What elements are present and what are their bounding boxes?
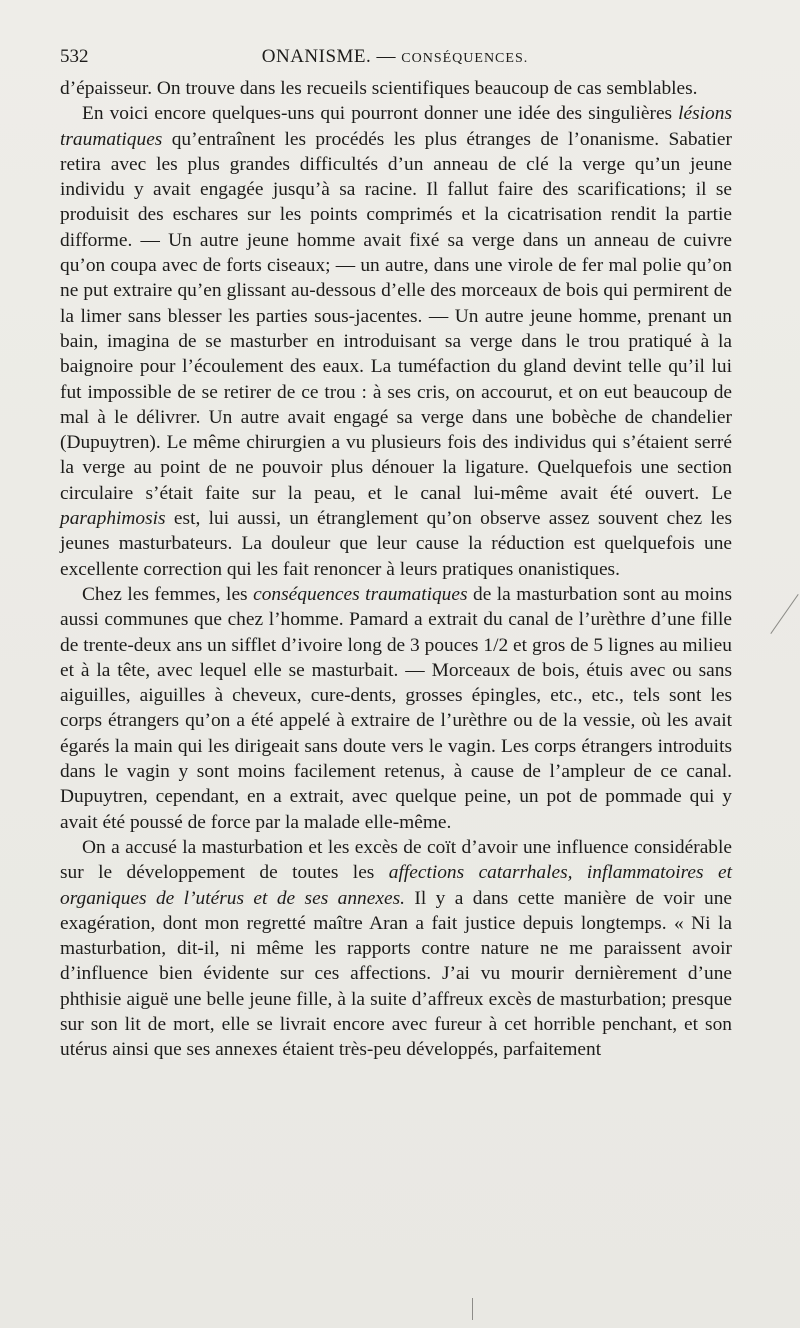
text-run: de la masturbation sont au moins aussi communes que chez l’homme. Pamard a extrait du canal de l’urèthre d’une fille de trente-deux ans un sifflet d’ivoire long de 3 pouces 1/2 et gros de 5 lignes au milieu et à la tête, avec lequel elle se masturbait. — Morceaux de bois, étuis avec ou sans aiguilles, aiguilles à cheveux, cure-dents, grosses épingles, etc., etc., tels sont les corps étrangers qu’on a été appelé à extraire de l’urèthre ou de la vessie, où les avait égarés la main qui les dirigeait sans doute vers le vagin. Les corps étrangers introduits dans le vagin y sont moins facilement retenus, à cause de l’ampleur de ce canal. Dupuytren, cependant, en a extrait, avec quelque peine, un pot de pommade qui y avait été poussé de force par la malade elle-même. bbox=[60, 583, 732, 833]
paragraph-uterine-affections bbox=[60, 835, 732, 1063]
italic-term: conséquences traumatiques bbox=[253, 583, 468, 605]
paragraph-traumatic-lesions bbox=[60, 101, 732, 582]
italic-term: lésions traumatiques bbox=[60, 103, 732, 150]
running-title bbox=[60, 44, 730, 72]
italic-term: paraphimosis bbox=[60, 508, 166, 530]
margin-mark bbox=[472, 1298, 473, 1320]
text-run: d’épaisseur. On trouve dans les recueils scientifiques beaucoup de cas semblables. bbox=[60, 78, 698, 99]
running-title-main: ONANISME. bbox=[261, 46, 372, 67]
paragraph-continued bbox=[60, 76, 732, 101]
text-run: qu’entraînent les procédés les plus étranges de l’onanisme. Sabatier retira avec les plus grandes difficultés d’un anneau de clé la verge qu’un jeune individu y avait engagée jusqu’à sa racine. Il fallut faire des scarifications; il se produisit des eschares sur les points comprimés et la cicatrisation rendit la partie difforme. — Un autre jeune homme avait fixé sa verge dans un anneau de cuivre qu’on coupa avec de forts ciseaux; — un autre, dans une virole de fer mal polie qu’on ne put extraire qu’en glissant au-dessous d’elle des morceaux de bois qui permirent de la limer sans blesser les parties sous-jacentes. — Un autre jeune homme, prenant un bain, imagina de se masturber en introduisant sa verge dans le trou pratiqué à la baignoire pour l’écoulement des eaux. La tuméfaction du gland devint telle qu’il lui fut impossible de se retirer de ce trou : à ses cris, on accourut, et on eut beaucoup de mal à le délivrer. Un autre avait engagé sa verge dans une bobèche de chandelier (Dupuytren). Le même chirurgien a vu plusieurs fois des individus qui s’étaient serré la verge au point de ne pouvoir plus dénouer la ligature. Quelquefois une section circulaire s’était faite sur la peau, et le canal lui-même avait été ouvert. Le bbox=[60, 128, 732, 504]
text-run: Chez les femmes, les bbox=[82, 583, 254, 605]
text-run: Il y a dans cette manière de voir une exagération, dont mon regretté maître Aran a fait justice depuis longtemps. « Ni la masturbation, dit-il, ni même les rapports contre nature ne me paraissent avoir d’influence bien évidente sur ces affections. J’ai vu mourir dernièrement d’une phthisie aiguë une belle jeune fille, à la suite d’affreux excès de masturbation; presque sur son lit de mort, elle se livrait encore avec fureur à cet horrible penchant, et son utérus ainsi que ses annexes étaient très-peu développés, parfaitement bbox=[60, 887, 732, 1061]
italic-term: affections catarrhales, inflammatoires et organiques de l’utérus et de ses annexes. bbox=[60, 862, 732, 909]
running-title-sub: CONSÉQUENCES. bbox=[401, 51, 529, 66]
text-run: En voici encore quelques-uns qui pourront donner une idée des singulières bbox=[82, 103, 679, 125]
text-run: est, lui aussi, un étranglement qu’on observe assez souvent chez les jeunes masturbateurs. La douleur que leur cause la réduction est quelquefois une excellente correction qui les fait renoncer à leurs pratiques onanistiques. bbox=[60, 508, 732, 580]
paragraph-women bbox=[60, 582, 732, 835]
page-number: 532 bbox=[60, 46, 89, 67]
running-title-dash: — bbox=[376, 46, 397, 67]
body-text bbox=[60, 76, 732, 1063]
margin-mark bbox=[770, 594, 798, 634]
running-head bbox=[60, 44, 730, 70]
text-run: On a accusé la masturbation et les excès de coït d’avoir une influence considérable sur le développement de toutes les bbox=[60, 836, 732, 884]
